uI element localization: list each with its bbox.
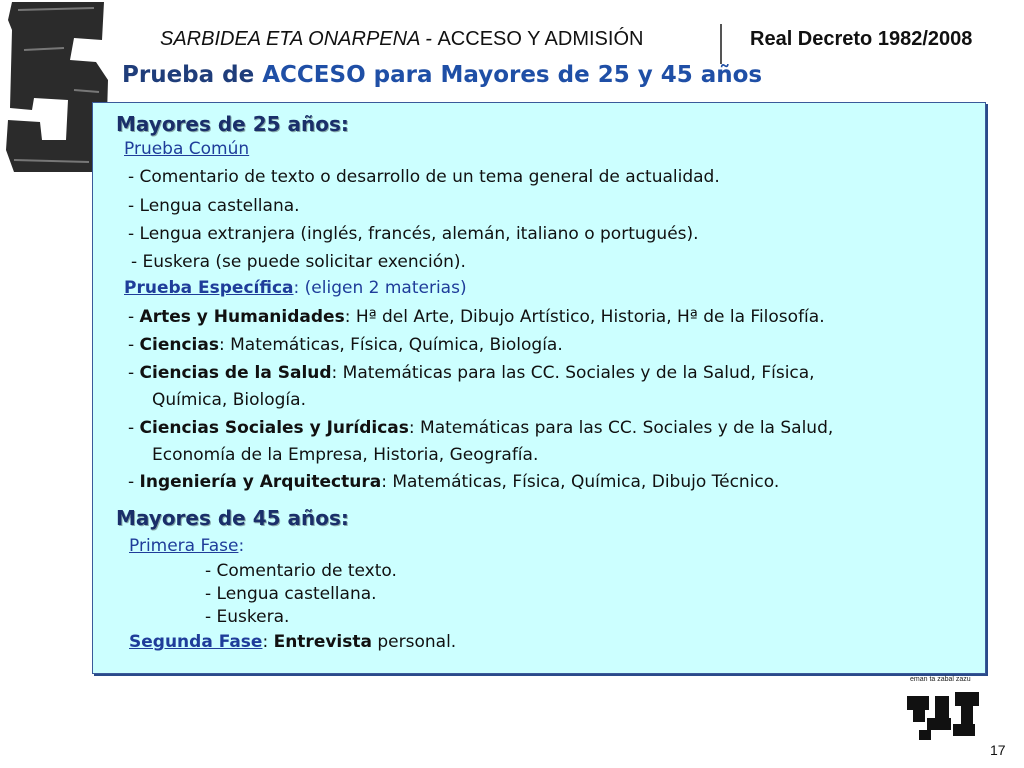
materia-item-3	[128, 363, 815, 383]
segunda-fase-link[interactable]: Segunda Fase	[129, 632, 263, 652]
header-section-title	[160, 28, 643, 50]
materia-name: Ciencias	[139, 335, 219, 355]
primera-fase-colon: :	[238, 536, 245, 556]
materia-dash: -	[128, 472, 140, 492]
materia-text: : Matemáticas, Física, Química, Biología.	[218, 335, 563, 355]
materia-name: Ciencias de la Salud	[139, 363, 332, 383]
materia-dash: -	[128, 335, 140, 355]
materia-item-4-cont: Economía de la Empresa, Historia, Geografía.	[152, 445, 539, 465]
header-section-title-part1: SARBIDEA ETA ONARPENA -	[160, 28, 438, 50]
materia-text: : Matemáticas para las CC. Sociales y de la Salud, Física,	[331, 363, 815, 383]
comun-item-3: - Lengua extranjera (inglés, francés, alemán, italiano o portugués).	[128, 224, 699, 244]
comun-item-1: - Comentario de texto o desarrollo de un tema general de actualidad.	[128, 167, 720, 187]
materia-text: : Matemáticas para las CC. Sociales y de la Salud,	[408, 418, 834, 438]
comun-item-4: - Euskera (se puede solicitar exención).	[131, 252, 466, 272]
materia-dash: -	[128, 418, 140, 438]
header-section-title-part2: ACCESO Y ADMISIÓN	[437, 28, 644, 50]
page-title-accent: ACCESO para Mayores de 25 y 45 años	[262, 62, 763, 88]
prueba-especifica-link[interactable]: Prueba Específica	[124, 278, 294, 298]
page-title	[122, 62, 762, 88]
header-bar	[160, 28, 973, 51]
prueba-especifica-colon: :	[293, 278, 300, 298]
heading-mayores-25: Mayores de 25 años:	[116, 112, 349, 136]
comun-item-2: - Lengua castellana.	[128, 196, 300, 216]
university-motto: eman ta zabal zazu	[910, 676, 971, 683]
segunda-fase-bold: Entrevista	[273, 632, 372, 652]
materia-item-5	[128, 472, 779, 492]
segunda-fase-row	[129, 632, 456, 652]
materia-item-4	[128, 418, 833, 438]
primera-fase-link[interactable]: Primera Fase	[129, 536, 239, 556]
materia-text: : Matemáticas, Física, Química, Dibujo Técnico.	[381, 472, 780, 492]
header-divider	[720, 24, 722, 64]
materia-dash: -	[128, 363, 140, 383]
prueba-especifica-note: (eligen 2 materias)	[299, 278, 467, 298]
segunda-fase-colon: :	[262, 632, 274, 652]
primera-item-2: - Lengua castellana.	[205, 584, 377, 604]
university-logo-icon	[905, 682, 985, 742]
primera-item-3: - Euskera.	[205, 607, 290, 627]
segunda-fase-rest: personal.	[371, 632, 457, 652]
primera-fase-row	[129, 536, 244, 556]
header-decree: Real Decreto 1982/2008	[750, 28, 973, 50]
materia-item-2	[128, 335, 563, 355]
materia-item-3-cont: Química, Biología.	[152, 390, 306, 410]
materia-dash: -	[128, 307, 140, 327]
prueba-comun-link[interactable]: Prueba Común	[124, 139, 250, 159]
materia-name: Ingeniería y Arquitectura	[139, 472, 382, 492]
materia-item-1	[128, 307, 825, 327]
materia-name: Ciencias Sociales y Jurídicas	[139, 418, 409, 438]
materia-text: : Hª del Arte, Dibujo Artístico, Historia, Hª de la Filosofía.	[344, 307, 825, 327]
page-number: 17	[990, 742, 1006, 758]
page-title-prefix: Prueba de	[122, 62, 263, 88]
prueba-especifica-row	[124, 278, 467, 298]
materia-name: Artes y Humanidades	[139, 307, 345, 327]
primera-item-1: - Comentario de texto.	[205, 561, 397, 581]
heading-mayores-45: Mayores de 45 años:	[116, 506, 349, 530]
